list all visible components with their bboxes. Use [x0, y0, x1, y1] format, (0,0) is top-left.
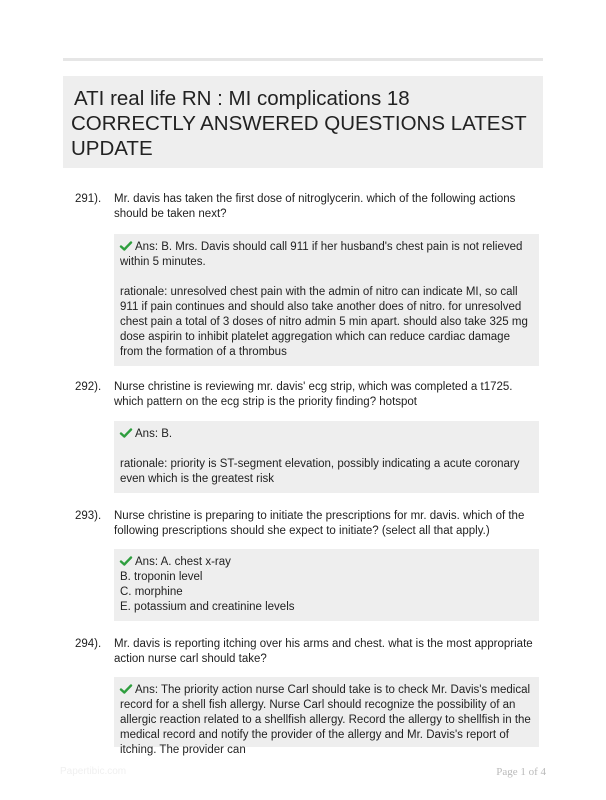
answer-line: C. morphine: [120, 586, 183, 598]
answer-line: Ans: A. chest x-ray: [120, 555, 533, 570]
question-text: Mr. davis is reporting itching over his arms and chest. what is the most appropriate action nurse carl should take?: [114, 638, 533, 665]
answer-box: [114, 234, 539, 366]
answer-line: Ans: B.: [120, 427, 533, 442]
answer-box: [114, 677, 539, 756]
document-title-box: [63, 76, 543, 168]
answer-box: [114, 549, 539, 621]
question-number: 291).: [75, 193, 102, 205]
question-text: Nurse christine is reviewing mr. davis' ecg strip, which was completed a t1725. which pattern on the ecg strip is the priority finding? hotspot: [114, 381, 513, 408]
check-icon: [120, 241, 132, 251]
document-title-line-3: UPDATE: [71, 137, 153, 160]
rationale-text: rationale: priority is ST-segment elevation, possibly indicating a acute coronary even which is the greatest risk: [120, 458, 520, 485]
question-number: 293).: [75, 510, 102, 522]
footer-watermark: Papertibic.com: [60, 766, 127, 777]
check-icon: [120, 428, 132, 438]
answer-line: B. troponin level: [120, 571, 203, 583]
question-number: 292).: [75, 381, 102, 393]
question-number: 294).: [75, 638, 102, 650]
page-number: Page 1 of 4: [496, 766, 546, 778]
document-title-line-1: ATI real life RN : MI complications 18: [74, 87, 410, 110]
answer-line: Ans: B. Mrs. Davis should call 911 if her husband's chest pain is not relieved within 5 minutes.: [120, 241, 523, 268]
answer-box: [114, 421, 539, 493]
question-text: Nurse christine is preparing to initiate the prescriptions for mr. davis. which of the following prescriptions should she expect to initiate? (select all that apply.): [114, 510, 525, 537]
check-icon: [120, 684, 132, 694]
question-text: Mr. davis has taken the first dose of nitroglycerin. which of the following actions should be taken next?: [114, 193, 516, 220]
check-icon: [120, 556, 132, 566]
document-title-line-2: CORRECTLY ANSWERED QUESTIONS LATEST: [71, 112, 527, 135]
rationale-text: rationale: unresolved chest pain with the admin of nitro can indicate MI, so call 911 if pain continues and should also take another does of nitro. for unresolved chest pain a total of 3 doses of nitro admin 5 min apart. should also take 325 mg dose aspirin to inhibit platelet aggregation which can reduce cardiac damage from the formation of a thrombus: [120, 286, 528, 358]
answer-line: E. potassium and creatinine levels: [120, 601, 295, 613]
top-divider: [63, 58, 543, 61]
answer-line: Ans: The priority action nurse Carl should take is to check Mr. Davis's medical record for a shell fish allergy. Nurse Carl should recognize the possibility of an allergic reaction related to a shellfish allergy. Record the allergy to shellfish in the medical record and notify the provider of the allergy and Mr. Davis's report of itching. The provider can: [120, 684, 531, 756]
